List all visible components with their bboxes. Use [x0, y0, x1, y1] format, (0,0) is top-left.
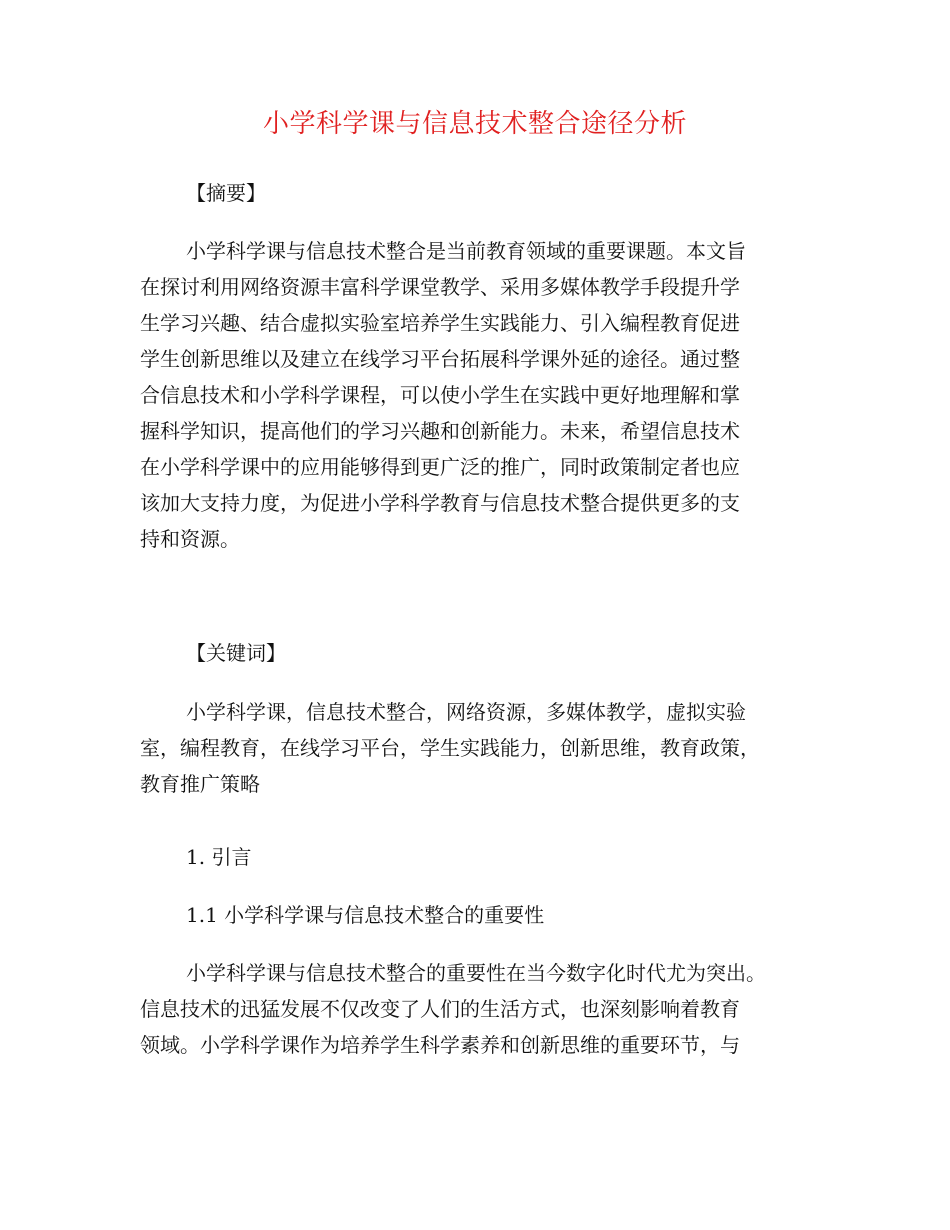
- keywords-line: 室，编程教育，在线学习平台，学生实践能力，创新思维，教育政策，: [140, 736, 760, 760]
- body-paragraph: [140, 955, 840, 1063]
- keywords-paragraph: [140, 694, 840, 802]
- body-line: 信息技术的迅猛发展不仅改变了人们的生活方式，也深刻影响着教育: [140, 997, 740, 1021]
- abstract-line: 生学习兴趣、结合虚拟实验室培养学生实践能力、引入编程教育促进: [140, 311, 740, 335]
- keywords-line: 教育推广策略: [140, 772, 260, 796]
- section-heading-1: 1. 引言: [186, 845, 252, 869]
- abstract-heading: 【摘要】: [186, 181, 266, 205]
- keywords-line: 小学科学课，信息技术整合，网络资源，多媒体教学，虚拟实验: [186, 700, 746, 724]
- keywords-heading: 【关键词】: [186, 641, 286, 665]
- abstract-line: 小学科学课与信息技术整合是当前教育领域的重要课题。本文旨: [186, 239, 746, 263]
- section-heading-1-1: 1.1 小学科学课与信息技术整合的重要性: [186, 903, 545, 927]
- abstract-line: 握科学知识，提高他们的学习兴趣和创新能力。未来，希望信息技术: [140, 419, 740, 443]
- abstract-line: 在小学科学课中的应用能够得到更广泛的推广，同时政策制定者也应: [140, 455, 740, 479]
- abstract-line: 合信息技术和小学科学课程，可以使小学生在实践中更好地理解和掌: [140, 383, 740, 407]
- body-line: 小学科学课与信息技术整合的重要性在当今数字化时代尤为突出。: [186, 961, 766, 985]
- abstract-paragraph: [140, 233, 840, 557]
- abstract-line: 学生创新思维以及建立在线学习平台拓展科学课外延的途径。通过整: [140, 347, 740, 371]
- abstract-line: 该加大支持力度，为促进小学科学教育与信息技术整合提供更多的支: [140, 491, 740, 515]
- abstract-line: 在探讨利用网络资源丰富科学课堂教学、采用多媒体教学手段提升学: [140, 275, 740, 299]
- abstract-line: 持和资源。: [140, 527, 240, 551]
- document-title: 小学科学课与信息技术整合途径分析: [262, 109, 687, 139]
- body-line: 领域。小学科学课作为培养学生科学素养和创新思维的重要环节，与: [140, 1033, 740, 1057]
